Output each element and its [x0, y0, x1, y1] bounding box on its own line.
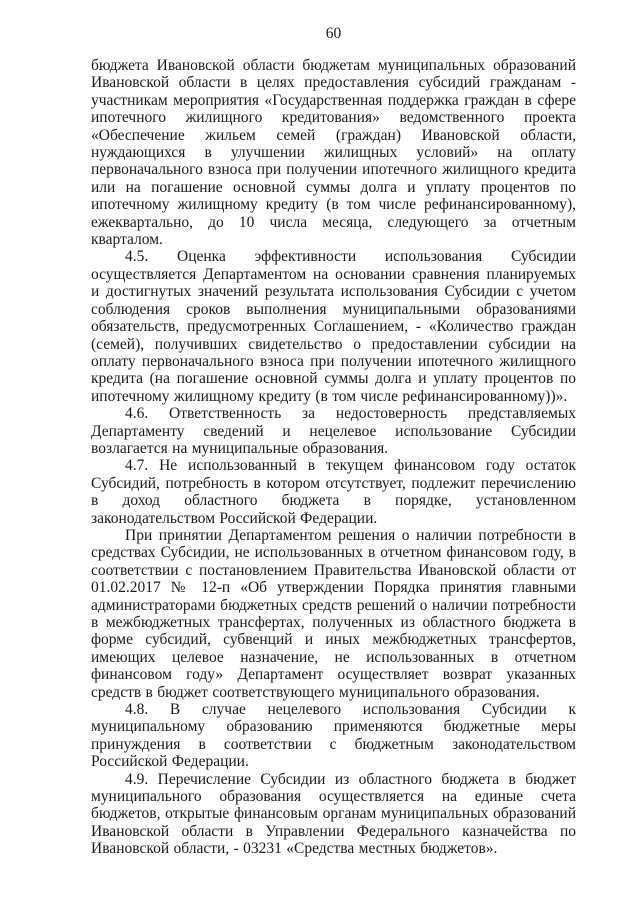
paragraph-item-4-9: 4.9. Перечисление Субсидии из областного бюджета в бюджет муниципального образования осуществляется на единые счета бюджетов, открытые финансовым органам муниципальных образований Ивановской области в Управлении Федерального казначейства по Ивановской области, - 03231 «Средства местных бюджетов». [91, 770, 576, 858]
paragraph-item-4-8: 4.8. В случае нецелевого использования Субсидии к муниципальному образованию применяются бюджетные меры принуждения в соответствии с бюджетным законодательством Российской Федерации. [91, 701, 576, 771]
paragraph-item-4-7: 4.7. Не использованный в текущем финансовом году остаток Субсидий, потребность в котором отсутствует, подлежит перечислению в доход областного бюджета в порядке, установленном законодательством Российской Федерации. [91, 457, 576, 527]
paragraph-need-decision: При принятии Департаментом решения о наличии потребности в средствах Субсидии, не использованных в отчетном финансовом году, в соответствии с постановлением Правительства Ивановской области от 01.02.2017 № 12-п «Об утверждении Порядка принятия главными администраторами бюджетных средств решений о наличии потребности в межбюджетных трансфертах, полученных из областного бюджета в форме субсидий, субвенций и иных межбюджетных трансфертов, имеющих целевое назначение, не использованных в отчетном финансовом году» Департамент осуществляет возврат указанных средств в бюджет соответствующего муниципального образования. [91, 526, 576, 701]
paragraph-item-4-6: 4.6. Ответственность за недостоверность представляемых Департаменту сведений и нецелевое использование Субсидии возлагается на муниципальные образования. [91, 405, 576, 457]
document-body [91, 57, 576, 858]
paragraph-item-4-5: 4.5. Оценка эффективности использования Субсидии осуществляется Департаментом на основании сравнения планируемых и достигнутых значений результата использования Субсидии с учетом соблюдения сроков выполнения муниципальными образованиями обязательств, предусмотренных Соглашением, - «Количество граждан (семей), получивших свидетельство о предоставлении субсидии на оплату первоначального взноса при получении ипотечного жилищного кредита (на погашение основной суммы долга и уплату процентов по ипотечному жилищному кредиту (в том числе рефинансированному))». [91, 248, 576, 405]
page-number: 60 [325, 25, 342, 42]
paragraph-continuation: бюджета Ивановской области бюджетам муниципальных образований Ивановской области в целях предоставления субсидий гражданам - участникам мероприятия «Государственная поддержка граждан в сфере ипотечного жилищного кредитования» ведомственного проекта «Обеспечение жильем семей (граждан) Ивановской области, нуждающихся в улучшении жилищных условий» на оплату первоначального взноса при получении ипотечного жилищного кредита или на погашение основной суммы долга и уплату процентов по ипотечному жилищному кредиту (в том числе рефинансированному), ежеквартально, до 10 числа месяца, следующего за отчетным кварталом. [91, 57, 576, 249]
